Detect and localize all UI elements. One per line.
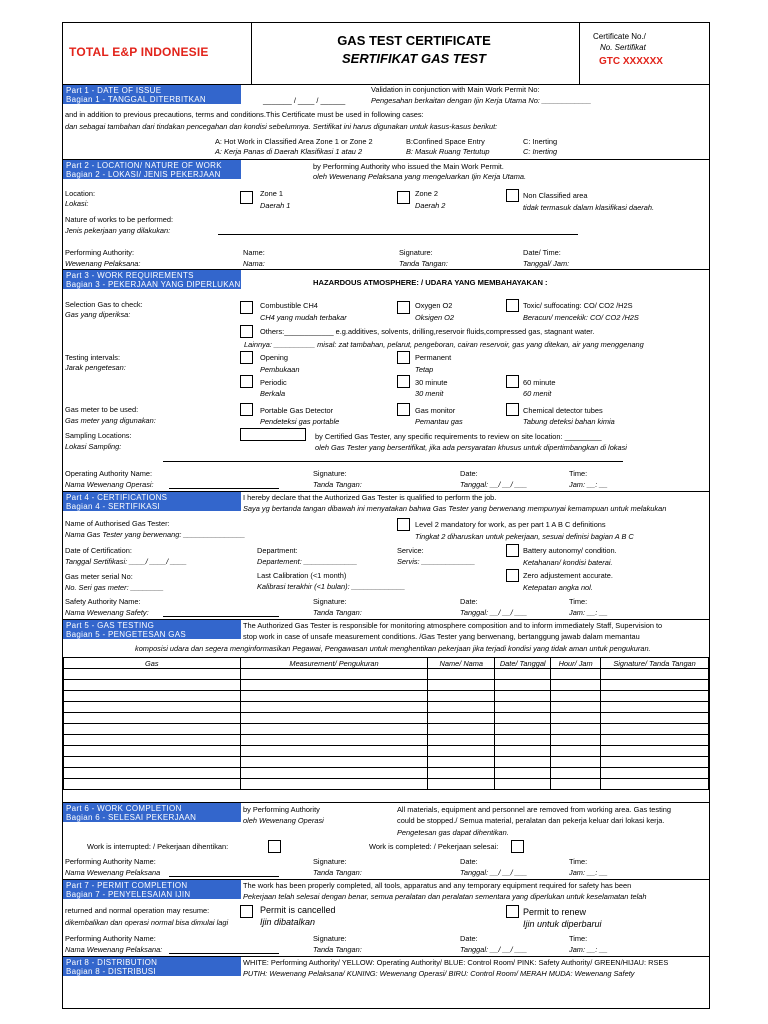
col-name: Name/ Nama <box>428 658 495 669</box>
all-en: All materials, equipment and personnel are removed from working area. Gas testing <box>397 805 671 814</box>
p7-date-label: Date: <box>460 934 478 943</box>
all-en2: could be stopped./ Semua material, peralatan dan pekerja keluar dari lokasi kerja. <box>397 816 665 825</box>
permanent-label-id: Tetap <box>415 365 434 374</box>
table-cell[interactable] <box>428 768 495 779</box>
service-label-id[interactable]: Servis: _____________ <box>397 557 476 566</box>
table-cell[interactable] <box>495 691 551 702</box>
table-cell[interactable] <box>428 691 495 702</box>
table-cell[interactable] <box>601 691 709 702</box>
interrupted-label: Work is interrupted: / Pekerjaan dihentikan: <box>87 842 229 851</box>
o2-checkbox[interactable] <box>397 301 410 314</box>
o2-label: Oxygen O2 <box>415 301 453 310</box>
table-cell[interactable] <box>601 713 709 724</box>
part1-title-en: Part 1 - DATE OF ISSUE <box>66 86 162 95</box>
part8-header <box>63 957 241 976</box>
nature-input-line[interactable] <box>218 234 578 235</box>
zone2-label: Zone 2 <box>415 189 439 198</box>
cancel-label: Permit is cancelled <box>260 905 336 915</box>
table-cell[interactable] <box>551 669 601 680</box>
level2-checkbox[interactable] <box>397 518 410 531</box>
table-cell[interactable] <box>240 768 428 779</box>
title-id: SERTIFIKAT GAS TEST <box>342 51 486 66</box>
table-row <box>64 735 709 746</box>
safety-label-id: Nama Wewenang Safety: <box>65 608 149 617</box>
renew-label-id: Ijin untuk diperbarui <box>523 919 602 929</box>
table-cell[interactable] <box>64 746 241 757</box>
p7-time-label-id[interactable]: Jam: __: __ <box>569 945 608 954</box>
meter-label: Gas meter to be used: <box>65 405 139 414</box>
completed-label: Work is completed: / Pekerjaan selesai: <box>369 842 499 851</box>
pa-name-label: Name: <box>243 248 265 257</box>
60min-checkbox[interactable] <box>506 375 519 388</box>
60min-label: 60 minute <box>523 378 556 387</box>
p6-signature-label: Signature: <box>313 857 347 866</box>
declare-en: I hereby declare that the Authorized Gas Tester is qualified to perform the job. <box>243 493 497 502</box>
cancel-checkbox[interactable] <box>240 905 253 918</box>
cancel-label-id: Ijin dibatalkan <box>260 917 316 927</box>
o2-label-id: Oksigen O2 <box>415 313 455 322</box>
table-row <box>64 768 709 779</box>
table-cell[interactable] <box>495 724 551 735</box>
table-cell[interactable] <box>240 735 428 746</box>
renew-checkbox[interactable] <box>506 905 519 918</box>
safety-signature-label-id: Tanda Tangan: <box>313 608 362 617</box>
chemical-label-id: Tabung deteksi bahan kimia <box>523 417 615 426</box>
all-id: Pengetesan gas dapat dihentikan. <box>397 828 509 837</box>
table-cell[interactable] <box>240 757 428 768</box>
table-cell[interactable] <box>64 702 241 713</box>
table-cell[interactable] <box>64 757 241 768</box>
dist-id: PUTIH: Wewenang Pelaksana/ KUNING: Wewenang Operasi/ BIRU: Control Room/ MERAH MUDA: Wewenang Safety <box>243 969 635 978</box>
addition-id: dan sebagai tambahan dari tindakan pencegahan dan kondisi sebelumnya. Sertifikat ini harus digunakan untuk kasus-kasus berikut: <box>65 122 498 131</box>
permanent-label: Permanent <box>415 353 452 362</box>
safety-time-label-id[interactable]: Jam: __: __ <box>569 608 608 617</box>
part7-title-id: Bagian 7 - PENYELESAIAN IJIN <box>66 890 191 899</box>
interval-label: Testing intervals: <box>65 353 121 362</box>
p6-time-label: Time: <box>569 857 588 866</box>
p7-pa-name-line[interactable] <box>169 953 279 954</box>
30min-checkbox[interactable] <box>397 375 410 388</box>
pa-signature-label: Signature: <box>399 248 433 257</box>
p6-date-label: Date: <box>460 857 478 866</box>
table-row <box>64 724 709 735</box>
table-cell[interactable] <box>64 669 241 680</box>
table-cell[interactable] <box>601 768 709 779</box>
part8-title-id: Bagian 8 - DISTRIBUSI <box>66 967 156 976</box>
periodic-label-id: Berkala <box>260 389 286 398</box>
table-cell[interactable] <box>551 680 601 691</box>
battery-checkbox[interactable] <box>506 544 519 557</box>
part5-header <box>63 620 241 639</box>
col-date: Date/ Tanggal <box>495 658 551 669</box>
cert-no-label-id: No. Sertifikat <box>600 43 646 52</box>
ch4-label: Combustible CH4 <box>260 301 318 310</box>
p7-signature-label-id: Tanda Tangan: <box>313 945 362 954</box>
case-b-en: B:Confined Space Entry <box>406 137 485 146</box>
zone1-label-id: Daerah 1 <box>260 201 291 210</box>
zero-checkbox[interactable] <box>506 569 519 582</box>
table-cell[interactable] <box>551 691 601 702</box>
validation-id[interactable]: Pengesahan berkaitan dengan Ijin Kerja Utama No: ____________ <box>371 96 592 105</box>
table-cell[interactable] <box>601 680 709 691</box>
serial-label-id[interactable]: No. Seri gas meter: ________ <box>65 583 164 592</box>
resp-en: The Authorized Gas Tester is responsible for monitoring atmosphere composition and to inform immediately Staff, Supervision to <box>243 621 663 630</box>
dept-label: Department: <box>257 546 298 555</box>
safety-signature-label: Signature: <box>313 597 347 606</box>
pa-datetime-label: Date/ Time: <box>523 248 561 257</box>
part2-title-id: Bagian 2 - LOKASI/ JENIS PEKERJAAN <box>66 170 221 179</box>
table-cell[interactable] <box>428 779 495 790</box>
col-hour: Hour/ Jam <box>551 658 601 669</box>
part6-title-id: Bagian 6 - SELESAI PEKERJAAN <box>66 813 197 822</box>
table-cell[interactable] <box>551 713 601 724</box>
table-cell[interactable] <box>428 746 495 757</box>
completed-checkbox[interactable] <box>511 840 524 853</box>
gas-testing-table <box>63 657 709 790</box>
table-cell[interactable] <box>64 779 241 790</box>
table-cell[interactable] <box>428 669 495 680</box>
part2-title-en: Part 2 - LOCATION/ NATURE OF WORK <box>66 161 222 170</box>
returned-en: returned and normal operation may resume: <box>65 906 210 915</box>
part5-title-id: Bagian 5 - PENGETESAN GAS <box>66 630 186 639</box>
safety-name-line[interactable] <box>163 616 279 617</box>
location-label: Location: <box>65 189 95 198</box>
p7-pa-label: Performing Authority Name: <box>65 934 156 943</box>
interval-label-id: Jarak pengetesan: <box>65 363 126 372</box>
resp-id: komposisi udara dan segera menginformasikan Pegawai, Pengawasan untuk menghentikan pekerjaan jika terjadi kondisi yang tidak aman untuk pengukuran. <box>135 644 651 653</box>
case-c-en: C: Inerting <box>523 137 558 146</box>
others-label[interactable]: Others:____________ e.g.additives, solvents, drilling,reservoir fluids,compressed gas, stagnant water. <box>260 327 595 336</box>
part3-header <box>63 270 241 289</box>
table-row <box>64 779 709 790</box>
table-cell[interactable] <box>240 669 428 680</box>
col-measurement: Measurement/ Pengukuran <box>240 658 428 669</box>
part6-by-id: oleh Wewenang Operasi <box>243 816 324 825</box>
safety-date-label: Date: <box>460 597 478 606</box>
table-cell[interactable] <box>551 724 601 735</box>
table-cell[interactable] <box>601 779 709 790</box>
toxic-label-id: Beracun/ mencekik: CO/ CO2 /H2S <box>523 313 639 322</box>
nature-label: Nature of works to be performed: <box>65 215 174 224</box>
col-signature: Signature/ Tanda Tangan <box>601 658 709 669</box>
location-label-id: Lokasi: <box>65 199 89 208</box>
tester-name-label: Name of Authorised Gas Tester: <box>65 519 170 528</box>
zone1-checkbox[interactable] <box>240 191 253 204</box>
tester-name-label-id[interactable]: Nama Gas Tester yang berwenang: _______________ <box>65 530 246 539</box>
table-cell[interactable] <box>64 724 241 735</box>
declare-id: Saya yg bertanda tangan dibawah ini menyatakan bahwa Gas Tester yang berwenang mempunyai kemampuan untuk melakukan <box>243 504 667 513</box>
dept-label-id[interactable]: Departement: _____________ <box>257 557 358 566</box>
others-checkbox[interactable] <box>240 325 253 338</box>
dist-en: WHITE: Performing Authority/ YELLOW: Operating Authority/ BLUE: Control Room/ PINK: Safety Authority/ GREEN/HIJAU: RSES <box>243 958 669 967</box>
cert-no-value: GTC XXXXXX <box>599 56 663 67</box>
serial-label: Gas meter serial No: <box>65 572 133 581</box>
part2-by-en: by Performing Authority who issued the Main Work Permit. <box>313 162 504 171</box>
portable-checkbox[interactable] <box>240 403 253 416</box>
certified-id: oleh Gas Tester yang bersertifikat, jika ada persyaratan khusus untuk dipertimbangkan di lokasi <box>315 443 627 452</box>
safety-time-label: Time: <box>569 597 588 606</box>
sampling-label: Sampling Locations: <box>65 431 132 440</box>
meter-label-id: Gas meter yang digunakan: <box>65 416 156 425</box>
oa-signature-label: Signature: <box>313 469 347 478</box>
level2-label: Level 2 mandatory for work, as per part 1 A B C definitions <box>415 520 606 529</box>
col-gas: Gas <box>64 658 241 669</box>
sampling-label-id: Lokasi Sampling: <box>65 442 122 451</box>
table-row <box>64 713 709 724</box>
p7-signature-label: Signature: <box>313 934 347 943</box>
zero-label: Zero adjustement accurate. <box>523 571 613 580</box>
others-label-id: Lainnya: __________ misal: zat tambahan, pelarut, pengeboran, cairan reservoir, gas yang ditekan, air yang menggenang <box>244 340 644 349</box>
table-cell[interactable] <box>240 680 428 691</box>
safety-label: Safety Authority Name: <box>65 597 141 606</box>
permanent-checkbox[interactable] <box>397 351 410 364</box>
part7-title-en: Part 7 - PERMIT COMPLETION <box>66 881 188 890</box>
table-cell[interactable] <box>240 691 428 702</box>
interrupted-checkbox[interactable] <box>268 840 281 853</box>
case-a-en: A: Hot Work in Classified Area Zone 1 or Zone 2 <box>215 137 373 146</box>
part6-by-en: by Performing Authority <box>243 805 320 814</box>
p6-date-label-id[interactable]: Tanggal: __/ __/ ___ <box>460 868 528 877</box>
p6-pa-name-line[interactable] <box>169 876 279 877</box>
table-row <box>64 669 709 680</box>
table-cell[interactable] <box>64 680 241 691</box>
returned-id: dikembalikan dan operasi normal bisa dimulai lagi <box>65 918 229 927</box>
table-cell[interactable] <box>495 768 551 779</box>
safety-date-label-id[interactable]: Tanggal: __/ __/ ___ <box>460 608 528 617</box>
level2-label-id: Tingkat 2 diharuskan untuk pekerjaan, sesuai definisi bagian A B C <box>415 532 634 541</box>
part6-header <box>63 803 241 822</box>
case-c-id: C: Inerting <box>523 147 558 156</box>
table-cell[interactable] <box>64 713 241 724</box>
table-cell[interactable] <box>601 724 709 735</box>
table-cell[interactable] <box>428 702 495 713</box>
30min-label: 30 minute <box>415 378 448 387</box>
renew-label: Permit to renew <box>523 907 587 917</box>
table-cell[interactable] <box>64 768 241 779</box>
zone2-label-id: Daerah 2 <box>415 201 446 210</box>
toxic-label: Toxic/ suffocating: CO/ CO2 /H2S <box>523 301 633 310</box>
lastcal-label-id[interactable]: Kalibrasi terakhir (<1 bulan): _____________ <box>257 582 406 591</box>
table-cell[interactable] <box>601 746 709 757</box>
monitor-label: Gas monitor <box>415 406 456 415</box>
p6-time-label-id[interactable]: Jam: __: __ <box>569 868 608 877</box>
pa-signature-label-id: Tanda Tangan: <box>399 259 448 268</box>
table-cell[interactable] <box>495 702 551 713</box>
table-cell[interactable] <box>240 779 428 790</box>
zone2-checkbox[interactable] <box>397 191 410 204</box>
part3-title-en: Part 3 - WORK REQUIREMENTS <box>66 271 194 280</box>
divider <box>251 23 252 84</box>
table-cell[interactable] <box>495 746 551 757</box>
table-cell[interactable] <box>601 669 709 680</box>
table-cell[interactable] <box>495 713 551 724</box>
table-cell[interactable] <box>495 779 551 790</box>
doc-label: Date of Certification: <box>65 546 132 555</box>
part4-header <box>63 492 241 511</box>
nature-label-id: Jenis pekerjaan yang dilakukan: <box>65 226 171 235</box>
work-en: The work has been properly completed, all tools, apparatus and any temporary equipment required for safety has been <box>243 881 632 890</box>
table-cell[interactable] <box>428 757 495 768</box>
part4-title-en: Part 4 - CERTIFICATIONS <box>66 493 168 502</box>
ch4-label-id: CH4 yang mudah terbakar <box>260 313 347 322</box>
oa-name-line[interactable] <box>169 488 279 489</box>
work-id: Pekerjaan telah selesai dengan benar, semua peralatan dan peralatan sementara yang diperlukan untuk keselamatan telah <box>243 892 647 901</box>
table-cell[interactable] <box>551 779 601 790</box>
table-row <box>64 691 709 702</box>
table-cell[interactable] <box>601 735 709 746</box>
periodic-label: Periodic <box>260 378 287 387</box>
p6-pa-label: Performing Authority Name: <box>65 857 156 866</box>
chemical-label: Chemical detector tubes <box>523 406 603 415</box>
table-cell[interactable] <box>428 680 495 691</box>
sampling-input[interactable] <box>240 428 306 441</box>
oa-time-label-id[interactable]: Jam: __: __ <box>569 480 608 489</box>
company-logo: TOTAL E&P INDONESIE <box>69 45 209 59</box>
p7-date-label-id[interactable]: Tanggal: __/ __/ ___ <box>460 945 528 954</box>
sampling-line[interactable] <box>163 461 623 462</box>
nonclassified-label: Non Classified area <box>523 191 588 200</box>
zero-label-id: Ketepatan angka nol. <box>523 583 593 592</box>
hazard-heading: HAZARDOUS ATMOSPHERE: / UDARA YANG MEMBAHAYAKAN : <box>313 278 548 287</box>
table-row <box>64 680 709 691</box>
battery-label-id: Ketahanan/ kondisi baterai. <box>523 558 613 567</box>
part7-header <box>63 880 241 899</box>
cert-no-label: Certificate No./ <box>593 32 646 41</box>
case-b-id: B: Masuk Ruang Tertutup <box>406 147 490 156</box>
table-cell[interactable] <box>551 746 601 757</box>
service-label: Service: <box>397 546 424 555</box>
monitor-checkbox[interactable] <box>397 403 410 416</box>
table-cell[interactable] <box>495 757 551 768</box>
table-cell[interactable] <box>240 702 428 713</box>
part4-title-id: Bagian 4 - SERTIFIKASI <box>66 502 161 511</box>
issue-date-field[interactable]: _______ / ____ / ______ <box>263 96 346 105</box>
p7-pa-label-id: Nama Wewenang Pelaksana: <box>65 945 163 954</box>
monitor-label-id: Pemantau gas <box>415 417 463 426</box>
table-cell[interactable] <box>240 724 428 735</box>
table-cell[interactable] <box>240 746 428 757</box>
p7-time-label: Time: <box>569 934 588 943</box>
part3-title-id: Bagian 3 - PEKERJAAN YANG DIPERLUKAN <box>66 280 241 289</box>
lastcal-label: Last Calibration (<1 month) <box>257 571 347 580</box>
table-row <box>64 746 709 757</box>
ch4-checkbox[interactable] <box>240 301 253 314</box>
part8-title-en: Part 8 - DISTRIBUTION <box>66 958 158 967</box>
table-cell[interactable] <box>601 702 709 713</box>
table-cell[interactable] <box>240 713 428 724</box>
table-cell[interactable] <box>428 713 495 724</box>
nonclassified-checkbox[interactable] <box>506 189 519 202</box>
table-header-row <box>64 658 709 669</box>
divider <box>579 23 580 84</box>
pa-datetime-label-id: Tanggal/ Jam: <box>523 259 570 268</box>
zone1-label: Zone 1 <box>260 189 284 198</box>
opening-label-id: Pembukaan <box>260 365 300 374</box>
table-cell[interactable] <box>551 757 601 768</box>
portable-label: Portable Gas Detector <box>260 406 334 415</box>
pa-name-label-id: Nama: <box>243 259 265 268</box>
oa-date-label: Date: <box>460 469 478 478</box>
battery-label: Battery autonomy/ condition. <box>523 546 617 555</box>
addition-en: and in addition to previous precautions, terms and conditions.This Certificate must be used in following cases: <box>65 110 424 119</box>
part5-title-en: Part 5 - GAS TESTING <box>66 621 155 630</box>
oa-label-id: Nama Wewenang Operasi: <box>65 480 154 489</box>
part2-by-id: oleh Wewenang Pelaksana yang mengeluarkan Ijin Kerja Utama. <box>313 172 527 181</box>
oa-signature-label-id: Tanda Tangan: <box>313 480 362 489</box>
toxic-checkbox[interactable] <box>506 299 519 312</box>
oa-time-label: Time: <box>569 469 588 478</box>
chemical-checkbox[interactable] <box>506 403 519 416</box>
table-cell[interactable] <box>428 735 495 746</box>
30min-label-id: 30 menit <box>415 389 444 398</box>
opening-label: Opening <box>260 353 288 362</box>
table-cell[interactable] <box>428 724 495 735</box>
p6-signature-label-id: Tanda Tangan: <box>313 868 362 877</box>
table-cell[interactable] <box>551 768 601 779</box>
resp-en2: stop work in case of unsafe measurement conditions. /Gas Tester yang berwenang, bertanggung jawab dalam memantau <box>243 632 640 641</box>
part2-header <box>63 160 241 179</box>
table-cell[interactable] <box>551 735 601 746</box>
part1-header <box>63 85 241 104</box>
table-cell[interactable] <box>64 691 241 702</box>
60min-label-id: 60 menit <box>523 389 552 398</box>
part1-title-id: Bagian 1 - TANGGAL DITERBITKAN <box>66 95 207 104</box>
selection-label-id: Gas yang diperiksa: <box>65 310 131 319</box>
table-cell[interactable] <box>495 669 551 680</box>
table-cell[interactable] <box>64 735 241 746</box>
p6-pa-label-id: Nama Wewenang Pelaksana <box>65 868 161 877</box>
table-row <box>64 757 709 768</box>
nonclassified-label-id: tidak termasuk dalam klasifikasi daerah. <box>523 203 655 212</box>
oa-label: Operating Authority Name: <box>65 469 153 478</box>
portable-label-id: Pendeteksi gas portable <box>260 417 340 426</box>
part6-title-en: Part 6 - WORK COMPLETION <box>66 804 182 813</box>
selection-label: Selection Gas to check: <box>65 300 143 309</box>
doc-label-id[interactable]: Tanggal Sertifikasi: ____/ ____/ ____ <box>65 557 187 566</box>
title-en: GAS TEST CERTIFICATE <box>337 33 491 48</box>
pa-label: Performing Authority: <box>65 248 135 257</box>
gas-test-certificate-form <box>62 22 710 1009</box>
opening-checkbox[interactable] <box>240 351 253 364</box>
table-cell[interactable] <box>495 680 551 691</box>
oa-date-label-id[interactable]: Tanggal: __/ __/ ___ <box>460 480 528 489</box>
case-a-id: A: Kerja Panas di Daerah Klasifikasi 1 atau 2 <box>215 147 363 156</box>
periodic-checkbox[interactable] <box>240 375 253 388</box>
table-cell[interactable] <box>495 735 551 746</box>
table-row <box>64 702 709 713</box>
pa-label-id: Wewenang Pelaksana: <box>65 259 141 268</box>
table-cell[interactable] <box>551 702 601 713</box>
certified-en[interactable]: by Certified Gas Tester, any specific requirements to review on site location: _________ <box>315 432 602 441</box>
validation-en: Validation in conjunction with Main Work Permit No: <box>371 85 540 94</box>
table-cell[interactable] <box>601 757 709 768</box>
